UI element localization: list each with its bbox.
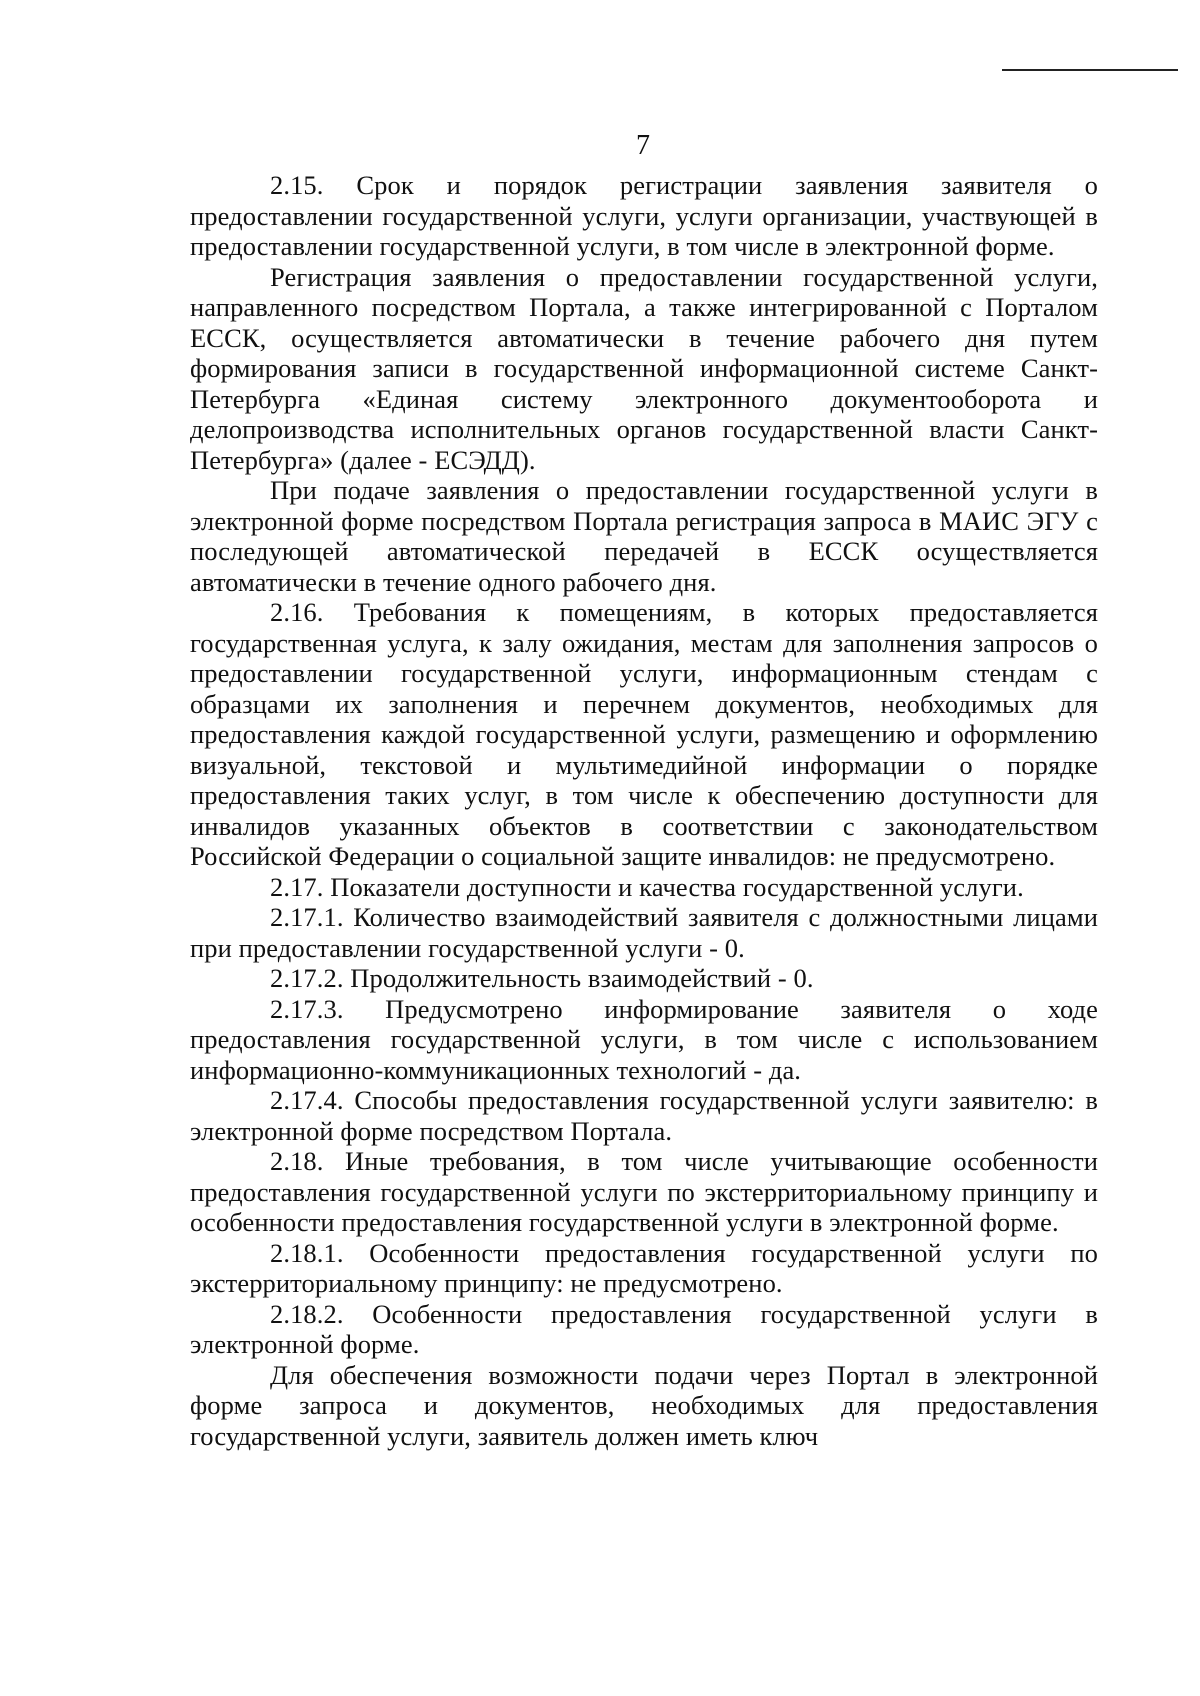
header-rule bbox=[1002, 69, 1178, 71]
paragraph-2-17-1: 2.17.1. Количество взаимодействий заявителя с должностными лицами при предоставлении государственной услуги - 0. bbox=[190, 902, 1098, 963]
paragraph-2-18-1: 2.18.1. Особенности предоставления государственной услуги по экстерриториальному принципу: не предусмотрено. bbox=[190, 1237, 1098, 1298]
paragraph-2-18: 2.18. Иные требования, в том числе учитывающие особенности предоставления государственной услуги по экстерриториальному принципу и особенности предоставления государственной услуги в электронной форме. bbox=[190, 1146, 1098, 1237]
paragraph-2-17-4: 2.17.4. Способы предоставления государственной услуги заявителю: в электронной форме посредством Портала. bbox=[190, 1085, 1098, 1146]
document-body bbox=[190, 170, 1098, 1451]
paragraph-2-16: 2.16. Требования к помещениям, в которых предоставляется государственная услуга, к залу ожидания, местам для заполнения запросов о предоставлении государственной услуги, информационным стендам с образцами их заполнения и перечнем документов, необходимых для предоставления каждой государственной услуги, размещению и оформлению визуальной, текстовой и мультимедийной информации о порядке предоставления таких услуг, в том числе к обеспечению доступности для инвалидов указанных объектов в соответствии с законодательством Российской Федерации о социальной защите инвалидов: не предусмотрено. bbox=[190, 597, 1098, 871]
paragraph-registration: Регистрация заявления о предоставлении государственной услуги, направленного посредством Портала, а также интегрированной с Порталом ЕССК, осуществляется автоматически в течение рабочего дня путем формирования записи в государственной информационной системе Санкт-Петербурга «Единая систему электронного документооборота и делопроизводства исполнительных органов государственной власти Санкт-Петербурга» (далее - ЕСЭДД). bbox=[190, 261, 1098, 475]
paragraph-submission: При подаче заявления о предоставлении государственной услуги в электронной форме посредством Портала регистрация запроса в МАИС ЭГУ с последующей автоматической передачей в ЕССК осуществляется автоматически в течение одного рабочего дня. bbox=[190, 475, 1098, 597]
paragraph-portal-key: Для обеспечения возможности подачи через Портал в электронной форме запроса и документов, необходимых для предоставления государственной услуги, заявитель должен иметь ключ bbox=[190, 1359, 1098, 1451]
page-number: 7 bbox=[636, 130, 650, 161]
paragraph-2-17-3: 2.17.3. Предусмотрено информирование заявителя о ходе предоставления государственной услуги, в том числе с использованием информационно-коммуникационных технологий - да. bbox=[190, 993, 1098, 1085]
paragraph-2-17-2: 2.17.2. Продолжительность взаимодействий - 0. bbox=[270, 963, 814, 993]
paragraph-2-17: 2.17. Показатели доступности и качества государственной услуги. bbox=[270, 871, 1024, 902]
paragraph-2-18-2: 2.18.2. Особенности предоставления государственной услуги в электронной форме. bbox=[190, 1298, 1098, 1359]
paragraph-2-15: 2.15. Срок и порядок регистрации заявления заявителя о предоставлении государственной услуги, услуги организации, участвующей в предоставлении государственной услуги, в том числе в электронной форме. bbox=[190, 170, 1098, 261]
